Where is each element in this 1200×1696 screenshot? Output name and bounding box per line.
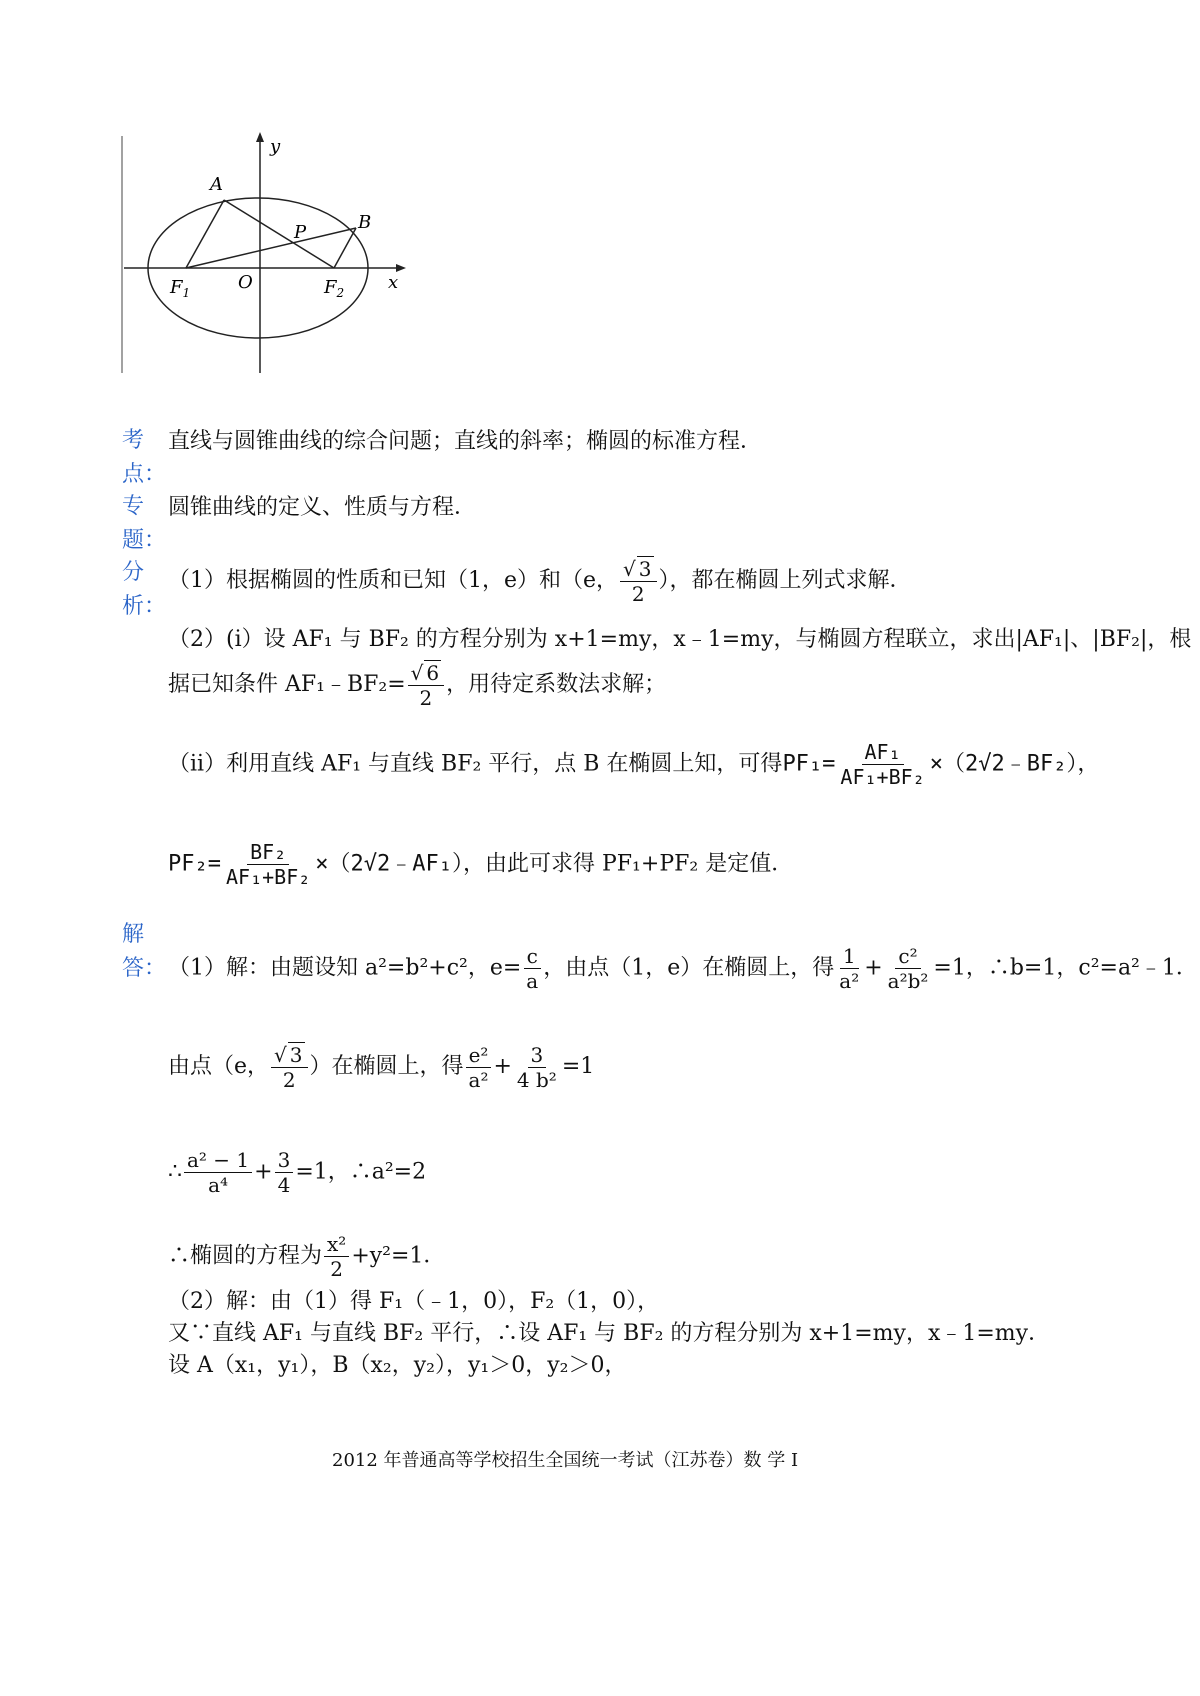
pf2-fraction	[223, 840, 313, 889]
frac-den: a	[526, 969, 539, 993]
frac-num: 3	[275, 1148, 294, 1173]
a2m1-over-a4	[184, 1148, 252, 1197]
solution-s2-pre: 由点（e，	[168, 1054, 270, 1079]
label-x: x	[388, 272, 399, 293]
sqrt3-over-2: $\frac{√ 3}{2}$	[271, 1042, 307, 1092]
frac-num: 3	[528, 1043, 547, 1068]
zhuanti-label: 专题：	[122, 494, 167, 553]
solution-s4	[168, 1232, 445, 1281]
analysis-p2-line1: （2）(i）设 AF₁ 与 BF₂ 的方程分别为 x+1=my，x﹣1=my，与椭圆方程联立，求出|AF₁|、|BF₂|，根	[168, 627, 1192, 652]
analysis-p3	[168, 740, 1099, 789]
sqrt3-radicand: 3	[289, 1043, 303, 1067]
analysis-p2-line2-pre: 据已知条件 AF₁﹣BF₂=	[168, 672, 406, 697]
frac-den: a²	[468, 1067, 489, 1092]
solution-s4-post: +y²=1．	[351, 1243, 446, 1269]
x2-over-2	[324, 1232, 349, 1281]
analysis-p2-line2	[168, 660, 666, 710]
frac-den: 2	[419, 686, 433, 710]
sqrt6-radicand: 6	[426, 661, 440, 685]
solution-s3: ∴ $\frac{\text{a² − 1}}{\text{a⁴}}$ + $\frac{3}{4}$ =1，∴a²=2	[168, 1148, 427, 1197]
ellipse-figure	[118, 128, 418, 378]
solution-s4-pre: ∴椭圆的方程为	[168, 1243, 323, 1269]
solution-s6: 又∵直线 AF₁ 与直线 BF₂ 平行，∴设 AF₁ 与 BF₂ 的方程分别为 x+1=my，x﹣1=my．	[168, 1321, 1051, 1346]
frac-den: a²b²	[887, 969, 929, 993]
x-axis-arrow	[396, 264, 406, 272]
analysis-p4-post: ，由此可求得 PF₁+PF₂ 是定值．	[463, 851, 794, 877]
frac-den: AF₁+BF₂	[840, 765, 925, 789]
sqrt3-over-2: $\frac{√ 3}{2}$	[620, 556, 656, 606]
label-F1: $F_1$	[170, 277, 191, 300]
frac-den: AF₁+BF₂	[225, 865, 311, 889]
frac-num: c	[524, 944, 541, 969]
analysis-p3-pre: （ii）利用直线 AF₁ 与直线 BF₂ 平行，点 B 在椭圆上知，可得	[168, 751, 783, 777]
analysis-p1	[168, 556, 912, 606]
segment-AF2	[224, 200, 334, 268]
one-over-a2	[836, 944, 862, 993]
pf2-lhs: PF₂=	[168, 851, 221, 877]
frac-num: AF₁	[862, 740, 904, 765]
kaodian-text: 直线与圆锥曲线的综合问题；直线的斜率；椭圆的标准方程．	[168, 429, 763, 454]
three-over-4b2	[514, 1043, 560, 1092]
label-O: O	[238, 272, 253, 293]
analysis-p4	[168, 840, 793, 889]
label-B: B	[358, 212, 372, 233]
frac-num: c²	[895, 944, 920, 969]
page-footer: 2012 年普通高等学校招生全国统一考试（江苏卷）数 学 Ⅰ	[332, 1450, 799, 1471]
frac-den: 2	[631, 582, 645, 606]
pf1-lhs: PF₁=	[782, 751, 836, 777]
solution-s1-mid: ，由点（1，e）在椭圆上，得	[543, 955, 835, 981]
segment-BF1	[186, 228, 356, 268]
label-P: P	[294, 222, 307, 243]
label-F2: $F_2$	[324, 277, 345, 300]
frac-num: a² − 1	[184, 1148, 252, 1173]
solution-s3-post: =1，∴a²=2	[295, 1159, 427, 1185]
frac-den: 2	[282, 1068, 296, 1092]
segment-BF2	[334, 228, 356, 268]
analysis-p1-post: ），都在椭圆上列式求解．	[658, 568, 912, 593]
pf2-tail: ×（2√2﹣AF₁）	[315, 851, 463, 877]
analysis-p2-line2-post: ，用待定系数法求解；	[446, 672, 667, 697]
solution-s2-mid: ）在椭圆上，得	[309, 1054, 464, 1079]
solution-s2: 由点（e， $\frac{√ 3}{2}$ ）在椭圆上，得 $\frac{\text{e²}}{\text{a²}}$ + $\frac{3}{\text{4 b²}}$ =1	[168, 1042, 595, 1092]
c2-over-a2b2	[885, 944, 932, 993]
frac-num: x²	[324, 1232, 349, 1257]
pf1-fraction	[837, 740, 927, 789]
frac-num: BF₂	[247, 840, 289, 865]
pf1-tail: ×（2√2﹣BF₂），	[929, 751, 1100, 777]
frac-den: a⁴	[208, 1173, 229, 1197]
frac-den: a²	[839, 969, 860, 993]
sqrt3-radicand: 3	[638, 557, 652, 581]
label-A: A	[210, 174, 223, 195]
solution-s1-pre: （1）解：由题设知 a²=b²+c²，e=	[168, 955, 522, 981]
segment-AF1	[186, 200, 224, 268]
e2-over-a2	[466, 1043, 492, 1092]
analysis-p1-pre: （1）根据椭圆的性质和已知（1，e）和（e，	[168, 568, 619, 593]
solution-s2-post: =1	[561, 1054, 595, 1079]
solution-s3-pre: ∴	[168, 1159, 182, 1185]
solution-s1-post: =1，∴b=1，c²=a²﹣1．	[933, 955, 1198, 981]
frac-num: e²	[466, 1043, 492, 1068]
solution-s7: 设 A（x₁，y₁），B（x₂，y₂），y₁＞0，y₂＞0，	[168, 1353, 627, 1378]
three-over-4	[275, 1148, 294, 1197]
frac-den: 2	[330, 1257, 344, 1281]
label-y: y	[270, 136, 281, 157]
solution-s1: （1）解：由题设知 a²=b²+c²，e= $\frac{c}{a}$ ，由点（1，e）在椭圆上，得 $\frac{1}{\text{a²}}$ + $\frac{\text{c²}}{\text{a²b²}}$ =1，∴b=1，c²=a²﹣1．	[168, 944, 1198, 993]
zhuanti-text: 圆锥曲线的定义、性质与方程．	[168, 495, 477, 520]
y-axis-arrow	[256, 132, 264, 142]
c-over-a	[523, 944, 541, 993]
frac-den: 4	[277, 1173, 291, 1197]
frac-den: 4 b²	[516, 1067, 557, 1092]
kaodian-label: 考点：	[122, 428, 167, 487]
fenxi-label: 分析：	[122, 560, 167, 619]
sqrt6-over-2: $\frac{√ 6}{2}$	[408, 660, 444, 710]
solution-s5: （2）解：由（1）得 F₁（﹣1，0），F₂（1，0），	[168, 1289, 660, 1314]
frac-num: 1	[840, 944, 859, 969]
jieda-label: 解答：	[122, 922, 167, 981]
